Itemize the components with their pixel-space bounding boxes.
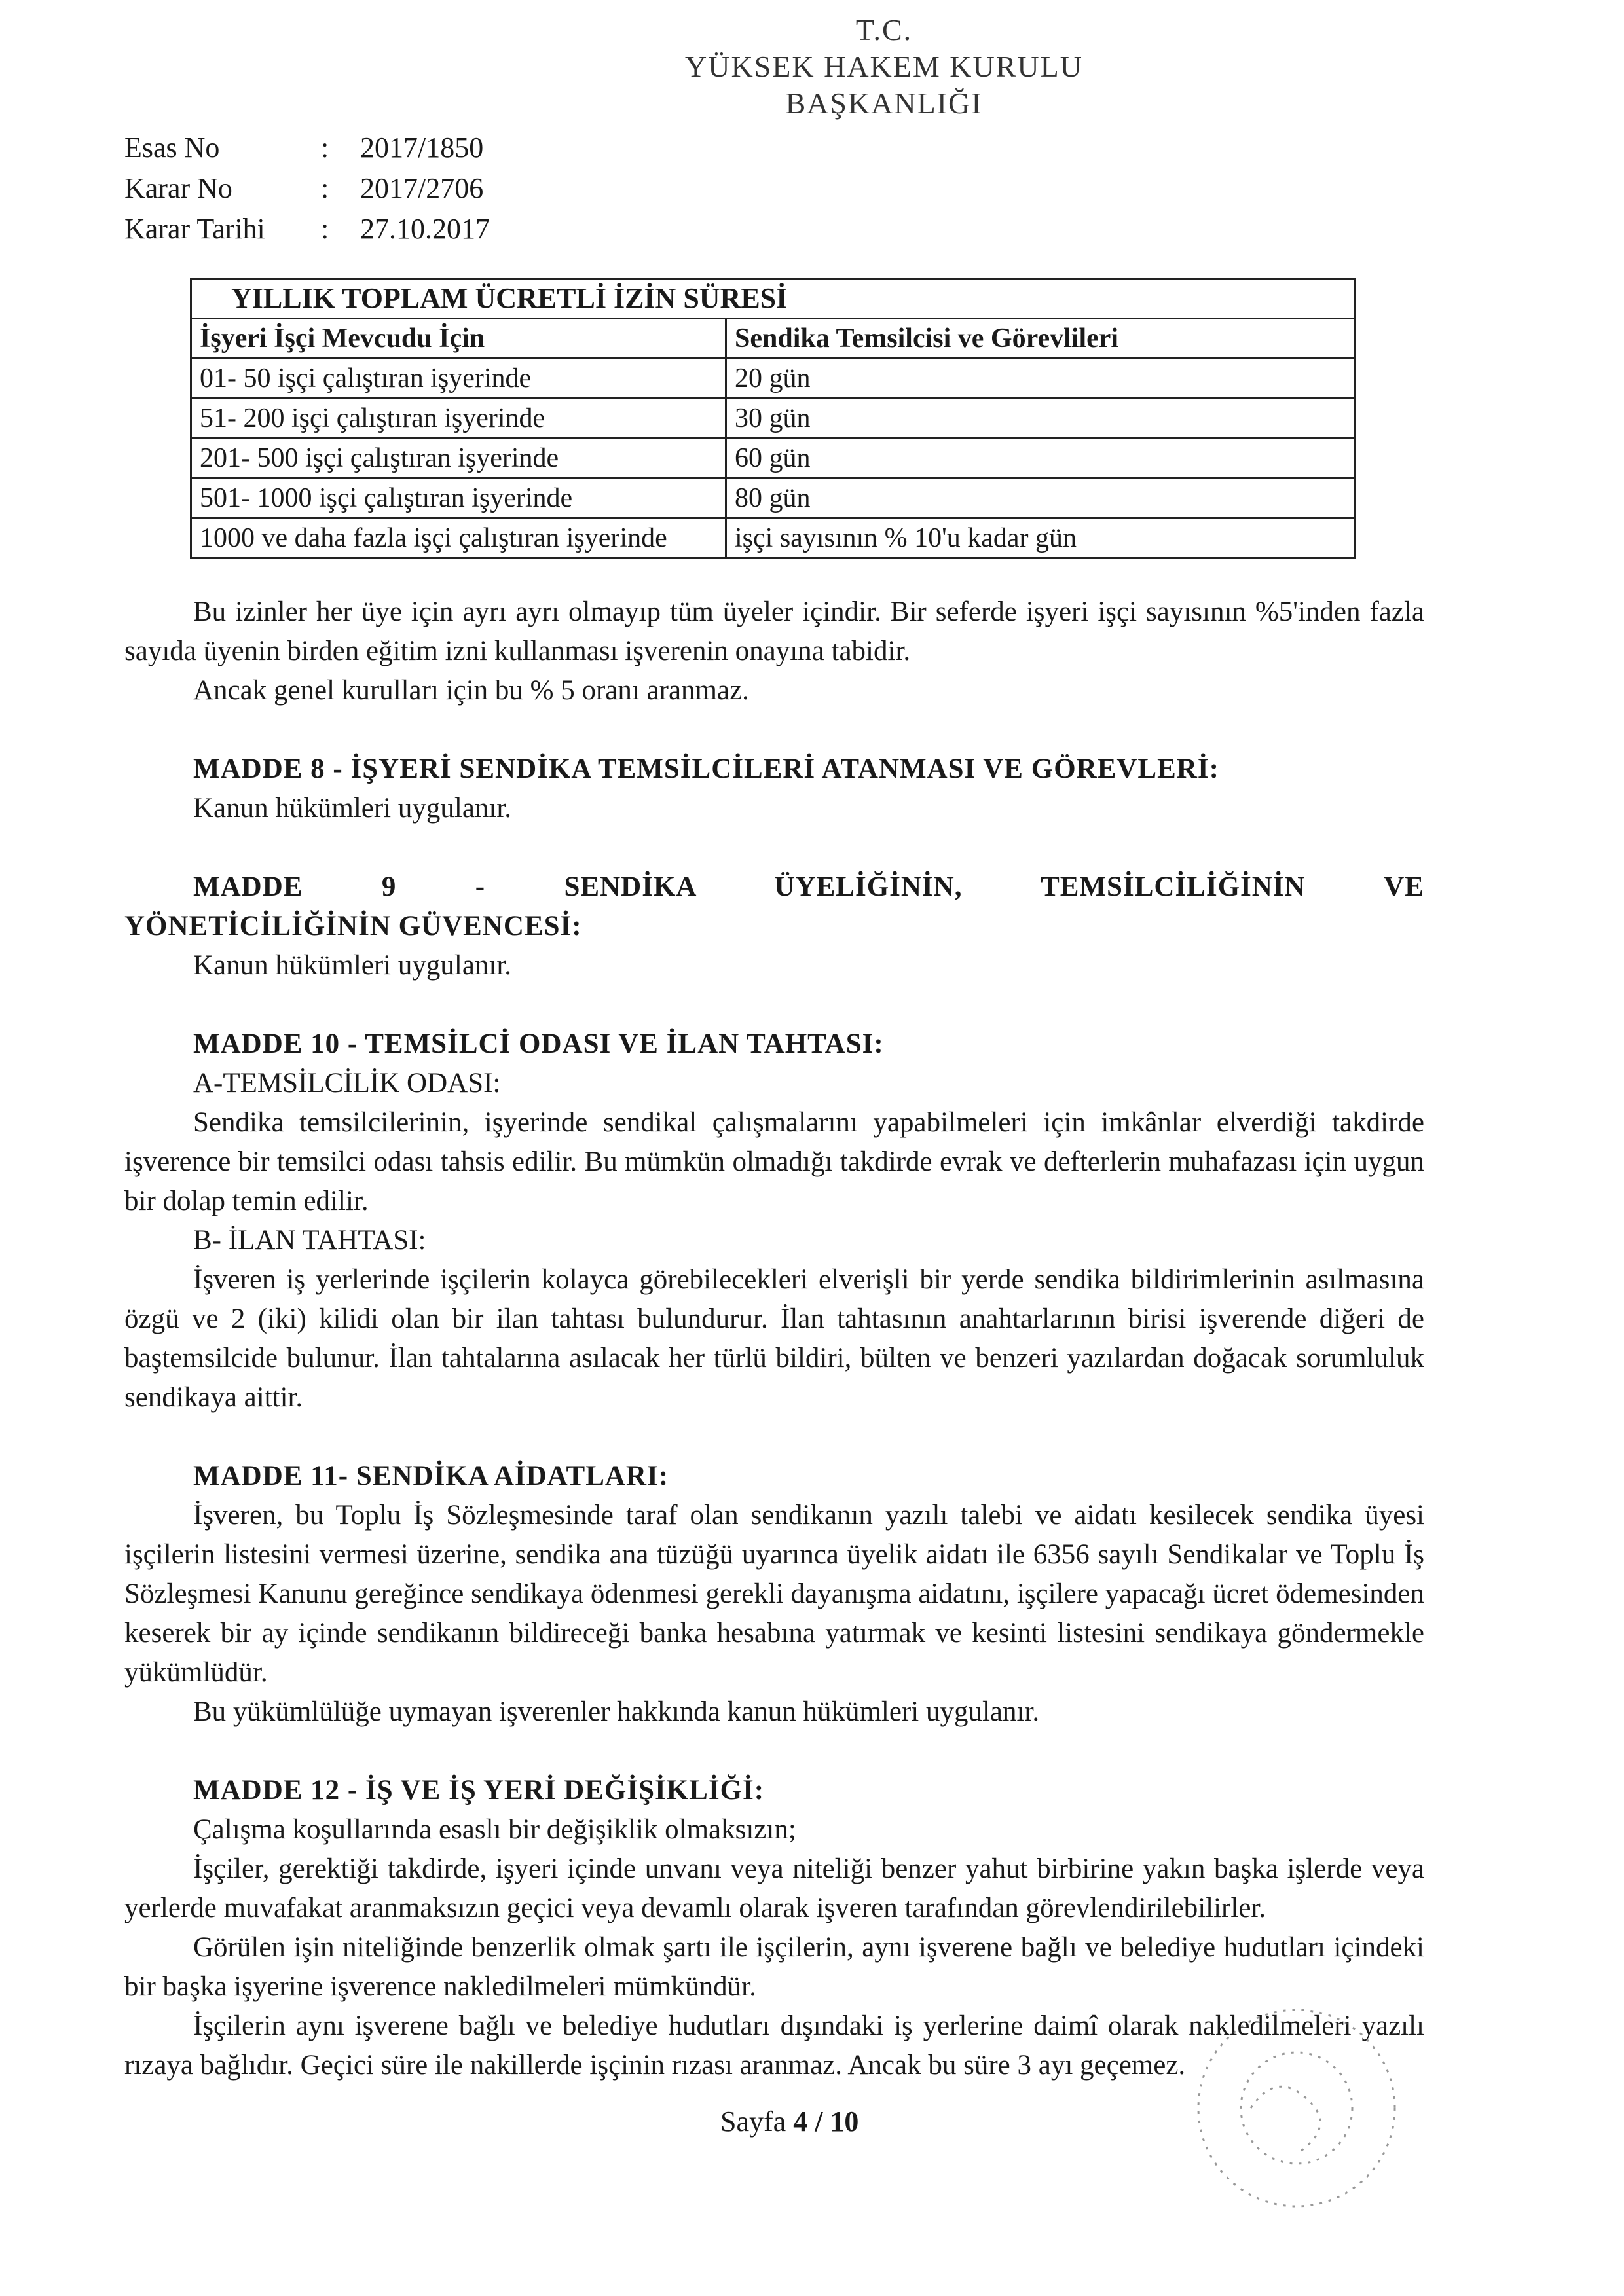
meta-value: 27.10.2017	[360, 213, 490, 245]
case-meta	[124, 128, 490, 249]
meta-label: Karar No	[124, 172, 232, 204]
table-cell: işçi sayısının % 10'u kadar gün	[726, 519, 1355, 558]
meta-row-tarih	[124, 209, 490, 249]
meta-label: Karar Tarihi	[124, 213, 265, 245]
document-header	[0, 12, 1624, 122]
paragraph: Bu yükümlülüğe uymayan işverenler hakkında kanun hükümleri uygulanır.	[193, 1696, 1040, 1727]
table-cell: 01- 50 işçi çalıştıran işyerinde	[191, 359, 726, 399]
meta-row-karar	[124, 168, 490, 209]
page-number: 4 / 10	[793, 2105, 859, 2138]
header-tc: T.C.	[855, 13, 913, 46]
article-8-heading: MADDE 8 - İŞYERİ SENDİKA TEMSİLCİLERİ ATANMASI VE GÖREVLERİ:	[193, 754, 1219, 784]
article-9-heading-cont: YÖNETİCİLİĞİNİN GÜVENCESİ:	[124, 911, 582, 941]
table-header-cell: Sendika Temsilcisi ve Görevlileri	[726, 319, 1355, 359]
paragraph: Çalışma koşullarında esaslı bir değişiklik olmaksızın;	[193, 1814, 796, 1845]
table-row	[191, 519, 1355, 558]
table-cell: 1000 ve daha fazla işçi çalıştıran işyerinde	[191, 519, 726, 558]
meta-colon: :	[321, 132, 329, 164]
table-cell: 201- 500 işçi çalıştıran işyerinde	[191, 439, 726, 479]
paragraph: İşveren iş yerlerinde işçilerin kolayca görebilecekleri elverişli bir yerde sendika bildirimlerinin asılmasına özgü ve 2 (iki) kilidi olan bir ilan tahtası bulundurur. İlan tahtasının anahtarlarının birisi işverende diğeri de baştemsilcide bulunur. İlan tahtalarına asılacak her türlü bildiri, bülten ve benzeri yazılardan doğacak sorumluluk sendikaya aittir.	[124, 1264, 1424, 1413]
table-cell: 30 gün	[726, 399, 1355, 439]
table-cell: 60 gün	[726, 439, 1355, 479]
table-caption: YILLIK TOPLAM ÜCRETLİ İZİN SÜRESİ	[191, 279, 1355, 319]
subheading: A-TEMSİLCİLİK ODASI:	[193, 1068, 501, 1099]
table-row	[191, 399, 1355, 439]
meta-colon: :	[321, 172, 329, 204]
table-header-row	[191, 319, 1355, 359]
meta-colon: :	[321, 213, 329, 245]
table-row	[191, 359, 1355, 399]
table-cell: 20 gün	[726, 359, 1355, 399]
official-stamp-icon	[1153, 1997, 1467, 2259]
page-footer	[720, 2105, 858, 2138]
header-presidency: BAŞKANLIĞI	[785, 86, 983, 120]
leave-duration-table	[190, 278, 1356, 559]
article-11-heading: MADDE 11- SENDİKA AİDATLARI:	[193, 1461, 669, 1491]
table-row	[191, 479, 1355, 519]
table-cell: 501- 1000 işçi çalıştıran işyerinde	[191, 479, 726, 519]
page-label: Sayfa	[720, 2105, 794, 2138]
paragraph: Kanun hükümleri uygulanır.	[193, 793, 512, 824]
meta-value: 2017/2706	[360, 172, 484, 204]
meta-label: Esas No	[124, 132, 220, 164]
subheading: B- İLAN TAHTASI:	[193, 1225, 426, 1256]
article-9-heading: MADDE 9 - SENDİKA ÜYELİĞİNİN, TEMSİLCİLİĞİNİN VE	[193, 871, 1424, 902]
header-institution: YÜKSEK HAKEM KURULU	[685, 50, 1083, 83]
article-12-heading: MADDE 12 - İŞ VE İŞ YERİ DEĞİŞİKLİĞİ:	[193, 1775, 765, 1806]
paragraph: İşçiler, gerektiği takdirde, işyeri içinde unvanı veya niteliği benzer yahut birbirine yakın başka işlerde veya yerlerde muvafakat aranmaksızın geçici veya devamlı olarak işveren tarafından görevlendirilebilirler.	[124, 1853, 1424, 1923]
table-header-cell: İşyeri İşçi Mevcudu İçin	[191, 319, 726, 359]
paragraph: Sendika temsilcilerinin, işyerinde sendikal çalışmalarını yapabilmeleri için imkânlar elverdiği takdirde işverence bir temsilci odası tahsis edilir. Bu mümkün olmadığı takdirde evrak ve defterlerin muhafazası için uygun bir dolap temin edilir.	[124, 1107, 1424, 1216]
paragraph: Kanun hükümleri uygulanır.	[193, 950, 512, 981]
paragraph: Bu izinler her üye için ayrı ayrı olmayıp tüm üyeler içindir. Bir seferde işyeri işçi sayısının %5'inden fazla sayıda üyenin birden eğitim izni kullanması işverenin onayına tabidir.	[124, 596, 1424, 666]
meta-row-esas	[124, 128, 490, 168]
table-cell: 80 gün	[726, 479, 1355, 519]
article-10-heading: MADDE 10 - TEMSİLCİ ODASI VE İLAN TAHTASI:	[193, 1029, 884, 1059]
paragraph: Görülen işin niteliğinde benzerlik olmak şartı ile işçilerin, aynı işverene bağlı ve belediye hudutları içindeki bir başka işyerine işverence nakledilmeleri mümkündür.	[124, 1932, 1424, 2002]
document-body	[124, 592, 1424, 2085]
paragraph: Ancak genel kurulları için bu % 5 oranı aranmaz.	[193, 675, 749, 706]
paragraph: İşveren, bu Toplu İş Sözleşmesinde taraf olan sendikanın yazılı talebi ve aidatı kesilecek sendika üyesi işçilerin listesini vermesi üzerine, sendika ana tüzüğü uyarınca üyelik aidatı ile 6356 sayılı Sendikalar ve Toplu İş Sözleşmesi Kanunu gereğince sendikaya ödenmesi gerekli dayanışma aidatını, işçilere yapacağı ücret ödemesinden keserek bir ay içinde sendikanın bildireceği banka hesabına yatırmak ve kesinti listesini sendikaya göndermekle yükümlüdür.	[124, 1500, 1424, 1688]
table-cell: 51- 200 işçi çalıştıran işyerinde	[191, 399, 726, 439]
meta-value: 2017/1850	[360, 132, 484, 164]
table-row	[191, 439, 1355, 479]
paragraph: İşçilerin aynı işverene bağlı ve belediye hudutları dışındaki iş yerlerine daimî olarak nakledilmeleri yazılı rızaya bağlıdır. Geçici süre ile nakillerde işçinin rızası aranmaz. Ancak bu süre 3 ayı geçemez.	[124, 2011, 1424, 2081]
